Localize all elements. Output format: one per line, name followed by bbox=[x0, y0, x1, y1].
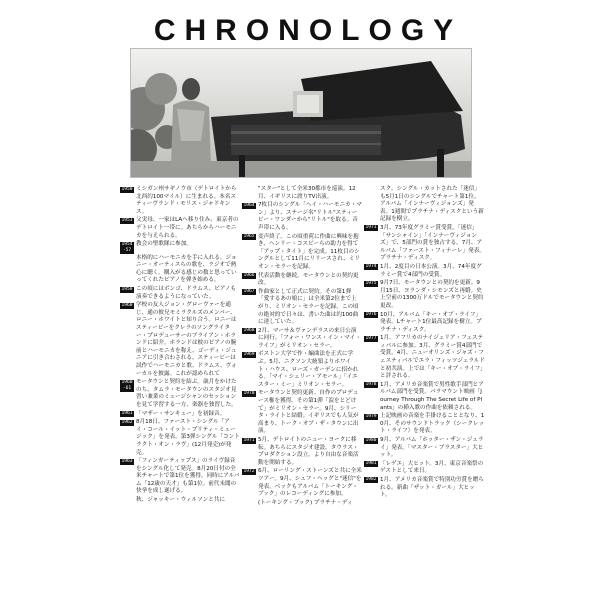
entry-text: (トーキング・ブック) プラチナ・ディ bbox=[258, 499, 353, 506]
entry-text: ミシガン州サギノウ市（デトロイトから北西約100マイル）に生まれる。本名スティーヴランド・モリス・ジャドキンス。 bbox=[136, 186, 237, 215]
entry-text: 教会の聖歌隊に参加。 bbox=[136, 241, 192, 248]
chronology-entry bbox=[364, 335, 485, 381]
entry-text: 2月、マーサ＆ヴァンデラスの来日公演に同行。「フォー・ワンス・イン・マイ・ライフ」がミリオン・セラー。 bbox=[258, 327, 361, 349]
chronology-entry bbox=[242, 390, 362, 436]
year-badge: 1967 bbox=[243, 289, 255, 295]
chronology-entry bbox=[120, 186, 240, 216]
year-badge: 1974 bbox=[365, 264, 377, 270]
year-badge: 1969 bbox=[243, 351, 255, 357]
entry-text: この頃にはボンゴ、ドラムス、ピアノも演奏できるようになっていた。 bbox=[136, 286, 237, 300]
chronology-entry bbox=[120, 255, 240, 285]
chronology-entry bbox=[242, 468, 362, 498]
chronology-entry bbox=[242, 328, 362, 351]
chronology-entry bbox=[120, 379, 240, 409]
chronology-entry bbox=[364, 413, 485, 436]
chronology-entry bbox=[364, 280, 485, 310]
photo-illustration bbox=[131, 49, 471, 177]
chronology-entry bbox=[120, 497, 240, 505]
year-badge: 1958 bbox=[121, 286, 133, 292]
year-badge: 1981 bbox=[365, 461, 377, 467]
chronology-entry bbox=[242, 202, 362, 232]
year-badge: 1966 bbox=[243, 273, 255, 279]
chronology-entry bbox=[242, 289, 362, 327]
year-badge: 1962 bbox=[121, 419, 133, 425]
year-badge: 1980 bbox=[365, 437, 377, 443]
chronology-entry bbox=[242, 351, 362, 389]
entry-text: 変声終了。この頃重荷に作曲に興味を抱き、ヘンリー・コスビーらの助力を得て「アップ・タイト」を完成。11枚目のシングルとして11月にリリースされ、ミリオン・セラーを記録。 bbox=[258, 233, 360, 270]
chronology-entry bbox=[364, 382, 485, 412]
year-badge: 1954 -57 bbox=[121, 241, 133, 253]
entry-text: 3月、73年度グラミー賞受賞。「迷信」「サンシャイン」「インナーヴィジョンズ」で、5部門の賞を独占する。7月、アルバム「ファースト・フィナーレ」発表。プラチナ・ディスク。 bbox=[380, 224, 485, 262]
entry-text: 1月、アフリカのナイジェリア・フェスティバルに参加。3月、グラミー賞4部門で受賞。4月、ニューオリンズ・ジャズ・フェスティバルでエラ・フィッツジェラルドと初共演。上では「キー・オブ・ライフ」と評される。 bbox=[380, 335, 485, 380]
chronology-entry bbox=[364, 225, 485, 263]
chronology-entry bbox=[120, 419, 240, 457]
chronology-entry bbox=[364, 477, 485, 500]
chronology-entry bbox=[242, 273, 362, 288]
chronology-column-3 bbox=[364, 186, 485, 501]
year-badge: 1976 bbox=[365, 312, 377, 317]
chronology-entry bbox=[242, 234, 362, 272]
year-badge: 1960 -61 bbox=[121, 379, 133, 391]
entry-text: 「マザー・サンキュー」を初録音。 bbox=[136, 410, 226, 417]
year-badge: 1979 bbox=[365, 413, 377, 419]
entry-text: 上記映画の音楽を手掛けることとなり、10月、そのサウンドトラック（シークレット・ライフ）を発表。 bbox=[380, 413, 485, 435]
year-badge: 1970 bbox=[243, 390, 255, 396]
year-badge: 1975 bbox=[365, 280, 377, 286]
year-badge: 1961 bbox=[121, 411, 133, 417]
entry-text: 1月、アメリカ音楽賞で特別功労賞を贈られる。新曲「ザット・ガール」大ヒット。 bbox=[380, 476, 484, 499]
entry-text: 学校の友人ジョン・グローヴァーを通じ、通の彼兄モミラクルズのメンバー、ロニー・ホワイトと知り合う。ロニーはスティービーをクレラのソングライター・プロデューサーのブライアン・ホランドに紹介。ホランドは彼のピアノの腕前とハーモニカを称え、ゴーディ・ジュニアに引き合わされる。スティービーは試作でハーモニカと歌、ドラムス、ヴォーカルを披露。これが認められて bbox=[136, 302, 237, 377]
year-badge: 1972 bbox=[243, 468, 255, 474]
year-badge: 1950 bbox=[121, 186, 133, 192]
year-badge: 1982 bbox=[365, 477, 377, 483]
entry-text: 「フィンガーティップス」のライヴ録音をシングル化して発売。8月20日付の全米チャートで第1位を獲得。同時にアルバム「12歳の天才」も第1位。前代未聞の快挙を成し遂げる。 bbox=[136, 458, 240, 495]
year-badge: 1953 bbox=[121, 217, 133, 223]
year-badge: 1978 bbox=[365, 382, 377, 388]
entry-text: 8月18日、ファースト・シングル「アイ・コール・イット・プリティ・ミュージック」を発表。第3弾シングル「コントラクト・オン・ラヴ」(12月発売)が発売。 bbox=[136, 419, 240, 456]
year-badge: 1960 bbox=[121, 302, 133, 308]
entry-text: モータウンと契約を結ぶ。歳月をかけたのち、タムラ・モータウンのスタジオ見習い兼業のミュージシャンのセッションを見て学習する一方、楽器を独習した。 bbox=[136, 379, 237, 408]
chronology-column-2 bbox=[242, 186, 362, 508]
entry-text: 5月、デトロイトのニュー・ヨークに移転。あちらにスタジオ建設。タウラス・プロダクション設立。より自由な音楽活動を開始する。 bbox=[258, 437, 359, 466]
chronology-entry bbox=[120, 411, 240, 419]
year-badge: 1964 bbox=[243, 202, 255, 208]
chronology-entry bbox=[120, 458, 240, 496]
chronology-entry bbox=[364, 186, 485, 224]
chronology-entry bbox=[120, 302, 240, 378]
entry-text: 6月、ローリング・ストーンズと共に全米ツアー。9月、シュフ・ヘッグと"迷信"を発表。ベックもアルバム「トーキング・ブック」のレコーディングに参加。 bbox=[258, 468, 362, 498]
year-badge: 1973 bbox=[365, 225, 377, 231]
chronology-entry bbox=[364, 264, 485, 279]
entry-text: ボストン大学で作・編曲法を正式に学ぶ。5月、ニクソン大統領よりホワイト・ハウス、ローズ・ガーデンに招かれる。「マイ・シェリー・アモール」「イエスター・ミー」ミリオン・セラー。 bbox=[258, 351, 359, 388]
chronology-entry bbox=[242, 437, 362, 467]
entry-text: 1月、アメリカ音楽賞で男性歌手部門とアルバム部門を受賞。パラマウント映画「Journey Through The Secret Life of Plants」の挿入歌の作曲を依頼される。 bbox=[380, 381, 484, 411]
chronology-column-1 bbox=[120, 186, 240, 506]
entry-text: 1月、2度目の日本公演。3月、74年度グラミー賞で4部門の受賞。 bbox=[380, 263, 482, 278]
page-title: CHRONOLOGY bbox=[153, 14, 463, 47]
chronology-entry bbox=[364, 312, 485, 335]
chronology-entry bbox=[364, 461, 485, 476]
chronology-entry bbox=[120, 241, 240, 254]
entry-text: 本格的にハーモニカを手に入れる。ジョニー・オーティスらの歌を、ラジオで熱心に聴く。購入がる感じの数と思っていってくれたピアノを弾き始める。 bbox=[136, 254, 237, 284]
entry-text: モータウンと契約更新。自作のプロデュース権を獲得。その第1弾「涙をとどけて」がミリオン・セラー。9月、シリータ・ライトと結婚。イギリスでも人気が高まり、トーク・オブ・ザ・タウンに出演。 bbox=[258, 390, 359, 435]
entry-text: スク。シングル・カットされた「迷信」も5月1日のシングルでチャート第1位。アルバム「インナーヴィジョンズ」発表。1週間でプラチナ・ディスクという新記録を樹立。 bbox=[380, 186, 484, 223]
entry-text: 7枚目のシングル「ヘイ・ハーモニカ・マン」より、ステージ名"リトル"スティービー・ワンダーから"リトル"を取る。音声帯に入る。 bbox=[258, 202, 362, 231]
chronology-columns bbox=[120, 186, 485, 598]
chronology-entry bbox=[242, 500, 362, 508]
chronology-entry bbox=[242, 186, 362, 201]
chronology-entry bbox=[120, 286, 240, 301]
chronology-entry bbox=[364, 437, 485, 460]
entry-text: "スター"として全米30都市を巡演。12月、イギリスに渡りTV出演。 bbox=[258, 186, 356, 200]
entry-text: 9月、アルバム「ホッター・ザン・ジュライ」発表。「マスター・ブラスター」大ヒット。 bbox=[380, 437, 484, 459]
cover-photo bbox=[130, 48, 472, 178]
entry-text: 秋、ジャッキー・ウィルソンと共に bbox=[136, 497, 226, 504]
entry-text: 父実母、一家はLAへ移り住み、東京者のデトロイト一帯に。あちらからハーモニカを与えられる。 bbox=[136, 217, 239, 239]
year-badge: 1965 bbox=[243, 234, 255, 240]
entry-text: 9月7日、モータウンとの契約を更新。9月15日、ヨランダ・シモンズと再婚。史上空前の1300万ドルでモータウンと契約更改。 bbox=[380, 280, 484, 309]
entry-text: 「レゲエ」大ヒット。3月、東京音楽祭のゲストとして来日。 bbox=[380, 460, 484, 475]
year-badge: 1963 bbox=[121, 458, 133, 464]
year-badge: 1977 bbox=[365, 335, 377, 341]
entry-text: 10月、アルバム「キー・オブ・ライフ」発表。Lチャート1位最高記録を樹立。プラチナ・ディスク。 bbox=[380, 311, 482, 333]
chronology-entry bbox=[120, 217, 240, 240]
year-badge: 1968 bbox=[243, 328, 255, 334]
entry-text: 代表活動を継続。モータウンとの契約更改。 bbox=[258, 272, 359, 287]
entry-text: 作曲家として正式に契約。その第1弾「愛するあの娘に」は全米第2位まで上がり、ミリオン・セラーを記録。この頃の絶対的で日々は、書いた曲は約100曲に達していた。 bbox=[258, 288, 359, 326]
year-badge: 1971 bbox=[243, 437, 255, 443]
